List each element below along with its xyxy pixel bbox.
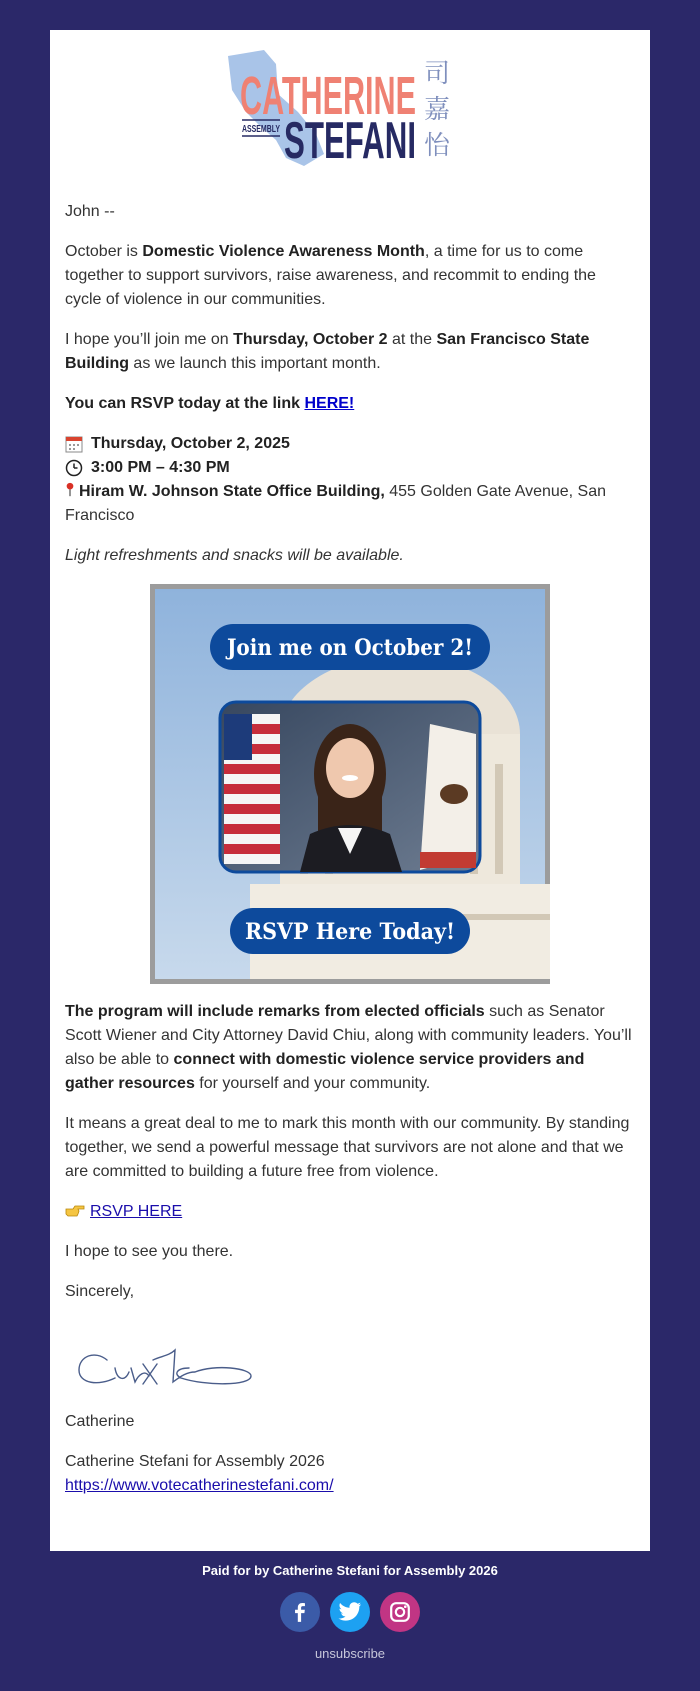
email-footer [0,1563,700,1661]
event-venue: Hiram W. Johnson State Office Building, [79,483,385,500]
social-links [0,1592,700,1632]
instagram-button[interactable] [380,1592,420,1632]
clock-icon [65,459,83,477]
email-card [50,30,650,1551]
event-details [65,432,635,528]
event-address: 455 Golden Gate Avenue, San Francisco [65,483,607,524]
twitter-icon [338,1602,362,1622]
community-paragraph: It means a great deal to me to mark this month with our community. By standing together, we send a powerful message that survivors are not alone and that we are committed to building a future free from violence. [65,1115,630,1180]
logo-chinese-1: 司 [424,59,451,89]
program-text-end: for yourself and your community. [194,1075,431,1092]
logo-catherine: CATHERINE [240,66,416,126]
signoff-name: Catherine [65,1413,135,1430]
website-link[interactable]: https://www.votecatherinestefani.com/ [65,1477,334,1494]
calendar-icon [65,435,83,453]
org-name: Catherine Stefani for Assembly 2026 [65,1453,325,1470]
signature [65,1320,635,1400]
pin-icon [65,481,75,498]
event-time-line [65,456,635,480]
event-date-line [65,432,635,456]
facebook-icon [289,1601,311,1623]
rsvp-here-line [65,1200,635,1224]
sincerely-line: Sincerely, [65,1283,135,1300]
invite-paragraph [65,328,635,376]
event-venue-line [65,480,635,528]
event-date: Thursday, October 2, 2025 [91,435,290,452]
signature-image [65,1320,265,1400]
refreshments-note: Light refreshments and snacks will be available. [65,547,404,564]
greeting: John -- [65,203,115,220]
email-body [65,200,635,1498]
hope-line: I hope to see you there. [65,1243,234,1260]
intro-text-end: , a time for us to come together to support survivors, raise awareness, and recommit to ending the cycle of violence in our communities. [65,243,596,308]
rsvp-here-link[interactable]: HERE! [304,395,355,412]
event-poster-image [150,584,550,984]
twitter-button[interactable] [330,1592,370,1632]
logo-stefani: STEFANI [284,112,416,166]
invite-date: Thursday, October 2 [233,331,388,348]
invite-location: San Francisco State Building [65,331,590,372]
instagram-icon [389,1601,411,1623]
program-paragraph [65,1000,635,1096]
poster-bottom-banner-text: RSVP Here Today! [245,919,455,945]
logo-chinese-3: 怡 [424,131,451,161]
rsvp-here-bottom-link[interactable]: RSVP HERE [90,1203,183,1220]
poster-top-banner-text: Join me on October 2! [225,635,473,661]
unsubscribe-link[interactable]: unsubscribe [314,1646,386,1661]
program-bold: The program will include remarks from elected officials [65,1003,485,1020]
invite-text-end: as we launch this important month. [128,355,381,372]
logo-assembly: ASSEMBLY [242,124,281,135]
facebook-button[interactable] [280,1592,320,1632]
pointing-hand-icon [65,1204,85,1218]
intro-text: October is [65,243,143,260]
program-text: such as Senator Scott Wiener and City Attorney David Chiu, along with community leaders. You’ll also be able to [65,1003,632,1068]
logo-chinese-2: 嘉 [424,95,451,125]
invite-text: I hope you’ll join me on [65,331,234,348]
us-flag-graphic [224,714,280,864]
program-bold-2: connect with domestic violence service providers and gather resources [65,1051,585,1092]
rsvp-paragraph [65,392,635,416]
paid-for-disclaimer: Paid for by Catherine Stefani for Assembly 2026 [202,1563,498,1578]
intro-paragraph [65,240,635,312]
campaign-logo [220,42,478,166]
rsvp-text: You can RSVP today at the link [65,395,305,412]
event-time: 3:00 PM – 4:30 PM [91,459,230,476]
event-poster-link[interactable] [150,584,550,984]
intro-bold: Domestic Violence Awareness Month [142,243,425,260]
invite-text-mid: at the [387,331,437,348]
org-block [65,1450,635,1498]
